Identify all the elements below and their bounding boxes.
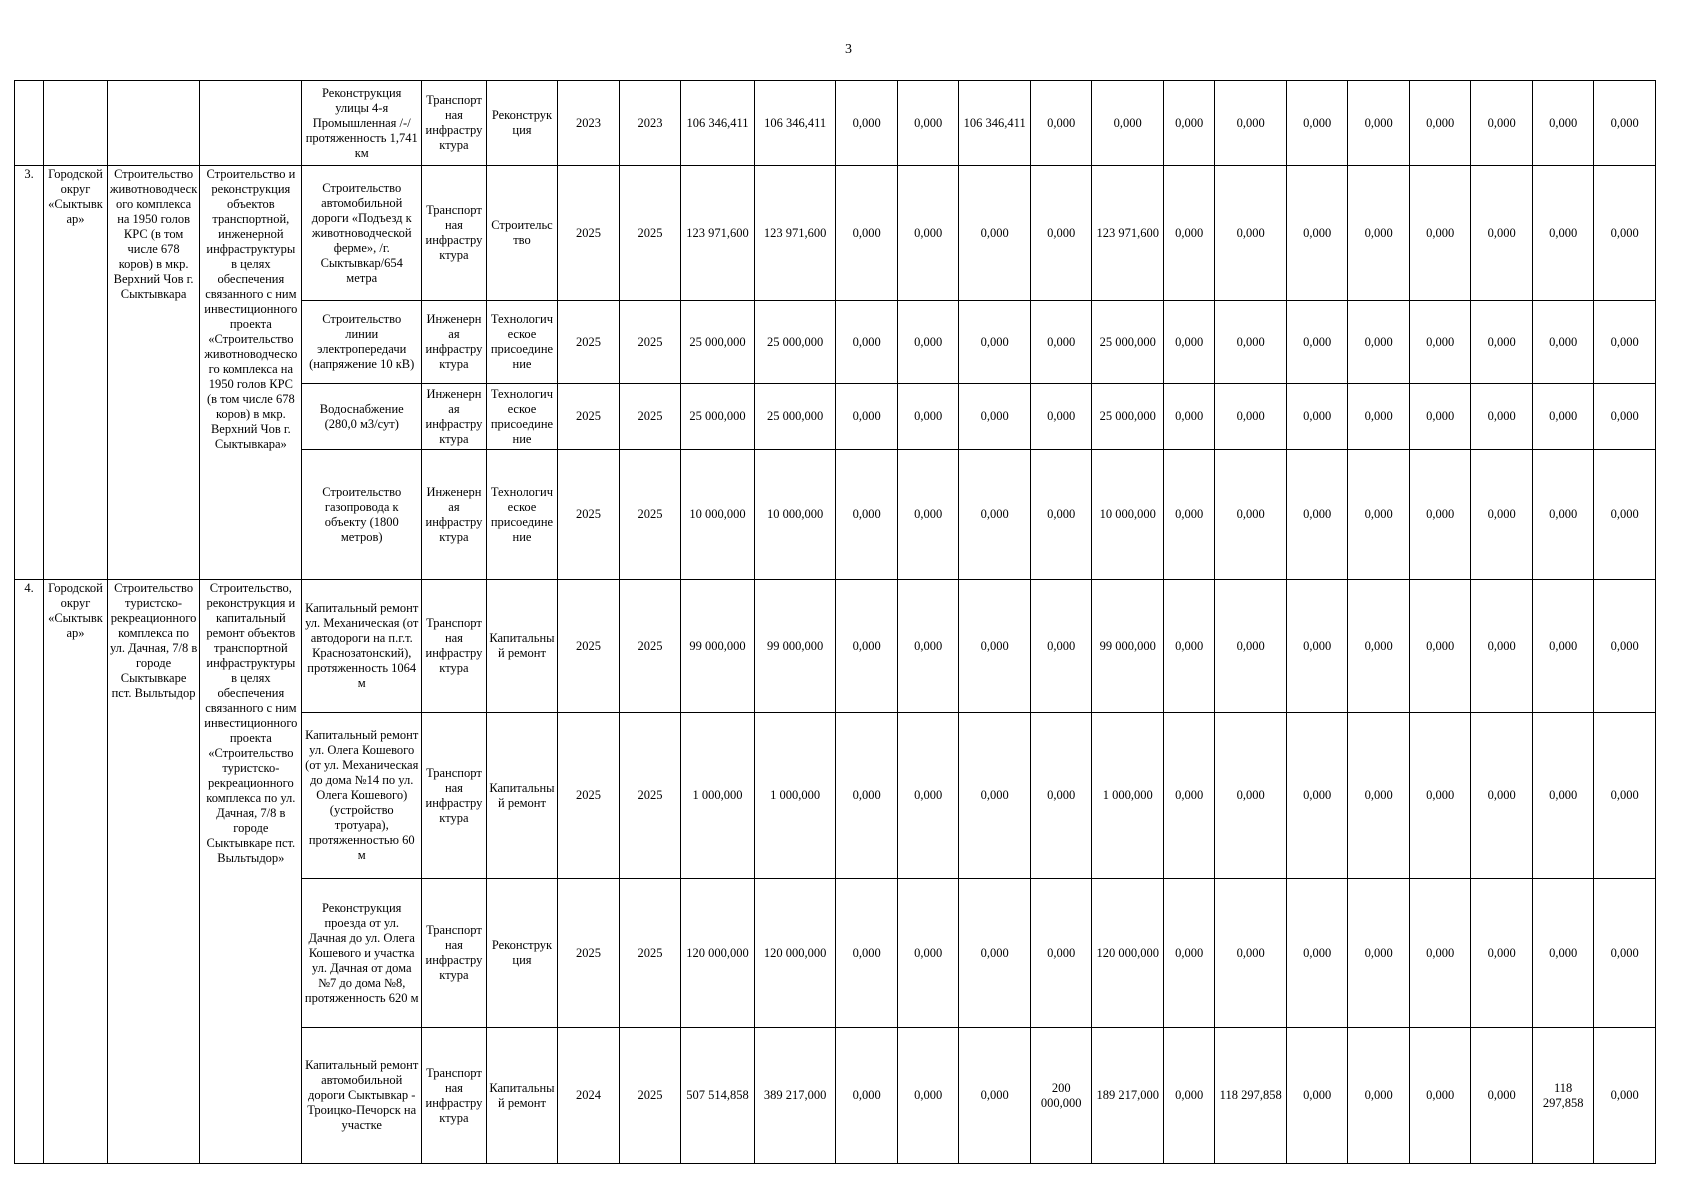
page-number: 3	[845, 42, 852, 57]
work-type-cell: Технологическое присоединение	[486, 384, 558, 450]
end-year-cell: 2023	[619, 81, 680, 166]
row-number-cell: 4.	[15, 580, 44, 1164]
value-cell: 25 000,000	[754, 384, 836, 450]
object-name-cell: Капитальный ремонт ул. Механическая (от автодороги на п.г.т. Краснозатонский), протяженность 1064 м	[302, 580, 422, 713]
value-cell: 0,000	[1471, 450, 1532, 580]
value-cell: 0,000	[1286, 713, 1347, 879]
end-year-cell: 2025	[619, 580, 680, 713]
value-cell: 0,000	[1215, 384, 1287, 450]
work-type-cell: Технологическое присоединение	[486, 450, 558, 580]
value-cell: 0,000	[1164, 384, 1215, 450]
object-name-cell: Капитальный ремонт автомобильной дороги Сыктывкар - Троицко-Печорск на участке	[302, 1028, 422, 1164]
value-cell: 0,000	[1594, 1028, 1656, 1164]
value-cell: 0,000	[897, 166, 958, 301]
infrastructure-type-cell: Транспортная инфраструктура	[422, 580, 487, 713]
value-cell: 0,000	[1164, 450, 1215, 580]
value-cell: 0,000	[1215, 879, 1287, 1028]
empty-cell	[200, 81, 302, 166]
value-cell: 0,000	[836, 81, 897, 166]
value-cell: 0,000	[1215, 81, 1287, 166]
value-cell: 189 217,000	[1092, 1028, 1164, 1164]
value-cell: 0,000	[1348, 580, 1409, 713]
start-year-cell: 2025	[558, 580, 619, 713]
value-cell: 0,000	[1286, 450, 1347, 580]
value-cell: 25 000,000	[681, 301, 755, 384]
value-cell: 123 971,600	[681, 166, 755, 301]
start-year-cell: 2025	[558, 166, 619, 301]
value-cell: 99 000,000	[1092, 580, 1164, 713]
start-year-cell: 2025	[558, 879, 619, 1028]
value-cell: 0,000	[897, 384, 958, 450]
end-year-cell: 2025	[619, 1028, 680, 1164]
object-name-cell: Реконструкция улицы 4-я Промышленная /-/протяженность 1,741 км	[302, 81, 422, 166]
value-cell: 0,000	[836, 580, 897, 713]
work-type-cell: Реконструкция	[486, 81, 558, 166]
value-cell: 0,000	[1348, 1028, 1409, 1164]
municipality-cell: Городской округ «Сыктывкар»	[44, 166, 108, 580]
value-cell: 0,000	[1594, 166, 1656, 301]
value-cell: 0,000	[1594, 713, 1656, 879]
value-cell: 0,000	[1030, 166, 1091, 301]
value-cell: 507 514,858	[681, 1028, 755, 1164]
value-cell: 0,000	[897, 301, 958, 384]
value-cell: 0,000	[897, 580, 958, 713]
value-cell: 25 000,000	[1092, 301, 1164, 384]
empty-cell	[15, 81, 44, 166]
value-cell: 10 000,000	[681, 450, 755, 580]
value-cell: 0,000	[1409, 166, 1470, 301]
value-cell: 389 217,000	[754, 1028, 836, 1164]
start-year-cell: 2024	[558, 1028, 619, 1164]
object-name-cell: Капитальный ремонт ул. Олега Кошевого (от ул. Механическая до дома №14 по ул. Олега Кошевого) (устройство тротуара), протяженностью 60 м	[302, 713, 422, 879]
value-cell: 0,000	[836, 1028, 897, 1164]
value-cell: 0,000	[1286, 166, 1347, 301]
value-cell: 0,000	[1532, 713, 1593, 879]
work-type-cell: Строительство	[486, 166, 558, 301]
table-row	[15, 81, 1656, 166]
value-cell: 0,000	[1286, 81, 1347, 166]
value-cell: 0,000	[1286, 384, 1347, 450]
value-cell: 25 000,000	[1092, 384, 1164, 450]
value-cell: 0,000	[959, 580, 1031, 713]
value-cell: 25 000,000	[754, 301, 836, 384]
value-cell: 10 000,000	[754, 450, 836, 580]
value-cell: 0,000	[1471, 166, 1532, 301]
value-cell: 0,000	[1532, 450, 1593, 580]
value-cell: 0,000	[959, 1028, 1031, 1164]
value-cell: 106 346,411	[681, 81, 755, 166]
value-cell: 0,000	[1471, 81, 1532, 166]
value-cell: 106 346,411	[959, 81, 1031, 166]
infrastructure-type-cell: Инженерная инфраструктура	[422, 450, 487, 580]
value-cell: 0,000	[1594, 384, 1656, 450]
municipality-cell: Городской округ «Сыктывкар»	[44, 580, 108, 1164]
value-cell: 0,000	[1471, 1028, 1532, 1164]
value-cell: 0,000	[1215, 713, 1287, 879]
value-cell: 0,000	[1215, 166, 1287, 301]
value-cell: 0,000	[1348, 81, 1409, 166]
value-cell: 0,000	[1348, 450, 1409, 580]
value-cell: 0,000	[897, 81, 958, 166]
value-cell: 0,000	[1409, 879, 1470, 1028]
infrastructure-type-cell: Инженерная инфраструктура	[422, 301, 487, 384]
value-cell: 0,000	[959, 301, 1031, 384]
infrastructure-type-cell: Транспортная инфраструктура	[422, 1028, 487, 1164]
value-cell: 0,000	[1471, 384, 1532, 450]
value-cell: 99 000,000	[754, 580, 836, 713]
value-cell: 0,000	[1030, 580, 1091, 713]
value-cell: 120 000,000	[754, 879, 836, 1028]
value-cell: 0,000	[1409, 450, 1470, 580]
value-cell: 0,000	[1409, 580, 1470, 713]
value-cell: 0,000	[959, 166, 1031, 301]
project-cell: Строительство животноводческого комплекса на 1950 голов КРС (в том числе 678 коров) в мкр. Верхний Чов г. Сыктывкара	[107, 166, 200, 580]
value-cell: 0,000	[1215, 301, 1287, 384]
value-cell: 0,000	[897, 450, 958, 580]
object-name-cell: Строительство автомобильной дороги «Подъезд к животноводческой ферме», /г. Сыктывкар/654 метра	[302, 166, 422, 301]
value-cell: 0,000	[1215, 450, 1287, 580]
value-cell: 0,000	[1030, 450, 1091, 580]
start-year-cell: 2023	[558, 81, 619, 166]
value-cell: 0,000	[1030, 301, 1091, 384]
infrastructure-type-cell: Транспортная инфраструктура	[422, 879, 487, 1028]
start-year-cell: 2025	[558, 450, 619, 580]
value-cell: 118 297,858	[1215, 1028, 1287, 1164]
value-cell: 0,000	[1286, 879, 1347, 1028]
purpose-cell: Строительство, реконструкция и капитальный ремонт объектов транспортной инфраструктуры в целях обеспечения связанного с ним инвестиционного проекта «Строительство туристско-рекреационного комплекса по ул. Дачная, 7/8 в городе Сыктывкаре пст. Выльтыдор»	[200, 580, 302, 1164]
value-cell: 0,000	[1030, 713, 1091, 879]
value-cell: 0,000	[836, 879, 897, 1028]
value-cell: 10 000,000	[1092, 450, 1164, 580]
value-cell: 0,000	[1215, 580, 1287, 713]
value-cell: 0,000	[1409, 1028, 1470, 1164]
work-type-cell: Технологическое присоединение	[486, 301, 558, 384]
value-cell: 0,000	[1594, 879, 1656, 1028]
value-cell: 123 971,600	[754, 166, 836, 301]
value-cell: 0,000	[959, 879, 1031, 1028]
end-year-cell: 2025	[619, 450, 680, 580]
object-name-cell: Водоснабжение (280,0 м3/сут)	[302, 384, 422, 450]
empty-cell	[107, 81, 200, 166]
value-cell: 0,000	[1164, 713, 1215, 879]
value-cell: 0,000	[1532, 301, 1593, 384]
value-cell: 0,000	[1348, 301, 1409, 384]
value-cell: 0,000	[836, 301, 897, 384]
value-cell: 0,000	[1164, 1028, 1215, 1164]
end-year-cell: 2025	[619, 301, 680, 384]
value-cell: 0,000	[897, 713, 958, 879]
value-cell: 120 000,000	[1092, 879, 1164, 1028]
value-cell: 106 346,411	[754, 81, 836, 166]
value-cell: 0,000	[1164, 879, 1215, 1028]
value-cell: 0,000	[836, 166, 897, 301]
value-cell: 0,000	[959, 384, 1031, 450]
value-cell: 0,000	[1348, 166, 1409, 301]
value-cell: 1 000,000	[754, 713, 836, 879]
table-row	[15, 166, 1656, 301]
object-name-cell: Реконструкция проезда от ул. Дачная до ул. Олега Кошевого и участка ул. Дачная от дома №7 до дома №8, протяженность 620 м	[302, 879, 422, 1028]
work-type-cell: Капитальный ремонт	[486, 580, 558, 713]
value-cell: 123 971,600	[1092, 166, 1164, 301]
end-year-cell: 2025	[619, 166, 680, 301]
value-cell: 0,000	[1286, 580, 1347, 713]
value-cell: 1 000,000	[681, 713, 755, 879]
end-year-cell: 2025	[619, 713, 680, 879]
value-cell: 0,000	[1532, 580, 1593, 713]
value-cell: 0,000	[1030, 81, 1091, 166]
value-cell: 0,000	[1164, 166, 1215, 301]
value-cell: 0,000	[836, 450, 897, 580]
infrastructure-type-cell: Транспортная инфраструктура	[422, 713, 487, 879]
value-cell: 25 000,000	[681, 384, 755, 450]
table-row	[15, 580, 1656, 713]
value-cell: 0,000	[1532, 81, 1593, 166]
start-year-cell: 2025	[558, 713, 619, 879]
infrastructure-type-cell: Инженерная инфраструктура	[422, 384, 487, 450]
value-cell: 0,000	[1409, 713, 1470, 879]
value-cell: 0,000	[897, 879, 958, 1028]
value-cell: 0,000	[1348, 384, 1409, 450]
infrastructure-type-cell: Транспортная инфраструктура	[422, 81, 487, 166]
value-cell: 118 297,858	[1532, 1028, 1593, 1164]
value-cell: 0,000	[1030, 879, 1091, 1028]
value-cell: 0,000	[1348, 879, 1409, 1028]
value-cell: 0,000	[1471, 713, 1532, 879]
value-cell: 200 000,000	[1030, 1028, 1091, 1164]
work-type-cell: Реконструкция	[486, 879, 558, 1028]
empty-cell	[44, 81, 108, 166]
value-cell: 0,000	[1594, 81, 1656, 166]
value-cell: 0,000	[1409, 301, 1470, 384]
value-cell: 0,000	[1409, 81, 1470, 166]
value-cell: 0,000	[1286, 1028, 1347, 1164]
value-cell: 120 000,000	[681, 879, 755, 1028]
object-name-cell: Строительство газопровода к объекту (1800 метров)	[302, 450, 422, 580]
start-year-cell: 2025	[558, 384, 619, 450]
start-year-cell: 2025	[558, 301, 619, 384]
object-name-cell: Строительство линии электропередачи (напряжение 10 кВ)	[302, 301, 422, 384]
end-year-cell: 2025	[619, 384, 680, 450]
value-cell: 0,000	[1348, 713, 1409, 879]
value-cell: 0,000	[1532, 166, 1593, 301]
value-cell: 0,000	[1594, 301, 1656, 384]
investment-projects-table	[14, 80, 1656, 1164]
value-cell: 99 000,000	[681, 580, 755, 713]
value-cell: 0,000	[1164, 301, 1215, 384]
value-cell: 0,000	[1030, 384, 1091, 450]
value-cell: 0,000	[1164, 580, 1215, 713]
value-cell: 0,000	[959, 713, 1031, 879]
project-cell: Строительство туристско-рекреационного комплекса по ул. Дачная, 7/8 в городе Сыктывкаре пст. Выльтыдор	[107, 580, 200, 1164]
value-cell: 0,000	[1532, 384, 1593, 450]
purpose-cell: Строительство и реконструкция объектов транспортной, инженерной инфраструктуры в целях обеспечения связанного с ним инвестиционного проекта «Строительство животноводческого комплекса на 1950 голов КРС (в том числе 678 коров) в мкр. Верхний Чов г. Сыктывкара»	[200, 166, 302, 580]
value-cell: 0,000	[1594, 580, 1656, 713]
value-cell: 0,000	[836, 384, 897, 450]
value-cell: 0,000	[1594, 450, 1656, 580]
value-cell: 0,000	[1532, 879, 1593, 1028]
work-type-cell: Капитальный ремонт	[486, 1028, 558, 1164]
value-cell: 0,000	[1092, 81, 1164, 166]
value-cell: 0,000	[1471, 301, 1532, 384]
value-cell: 0,000	[1286, 301, 1347, 384]
row-number-cell: 3.	[15, 166, 44, 580]
end-year-cell: 2025	[619, 879, 680, 1028]
infrastructure-type-cell: Транспортная инфраструктура	[422, 166, 487, 301]
value-cell: 0,000	[1471, 580, 1532, 713]
value-cell: 0,000	[1471, 879, 1532, 1028]
value-cell: 0,000	[836, 713, 897, 879]
value-cell: 0,000	[1164, 81, 1215, 166]
value-cell: 0,000	[1409, 384, 1470, 450]
value-cell: 0,000	[897, 1028, 958, 1164]
value-cell: 1 000,000	[1092, 713, 1164, 879]
work-type-cell: Капитальный ремонт	[486, 713, 558, 879]
value-cell: 0,000	[959, 450, 1031, 580]
